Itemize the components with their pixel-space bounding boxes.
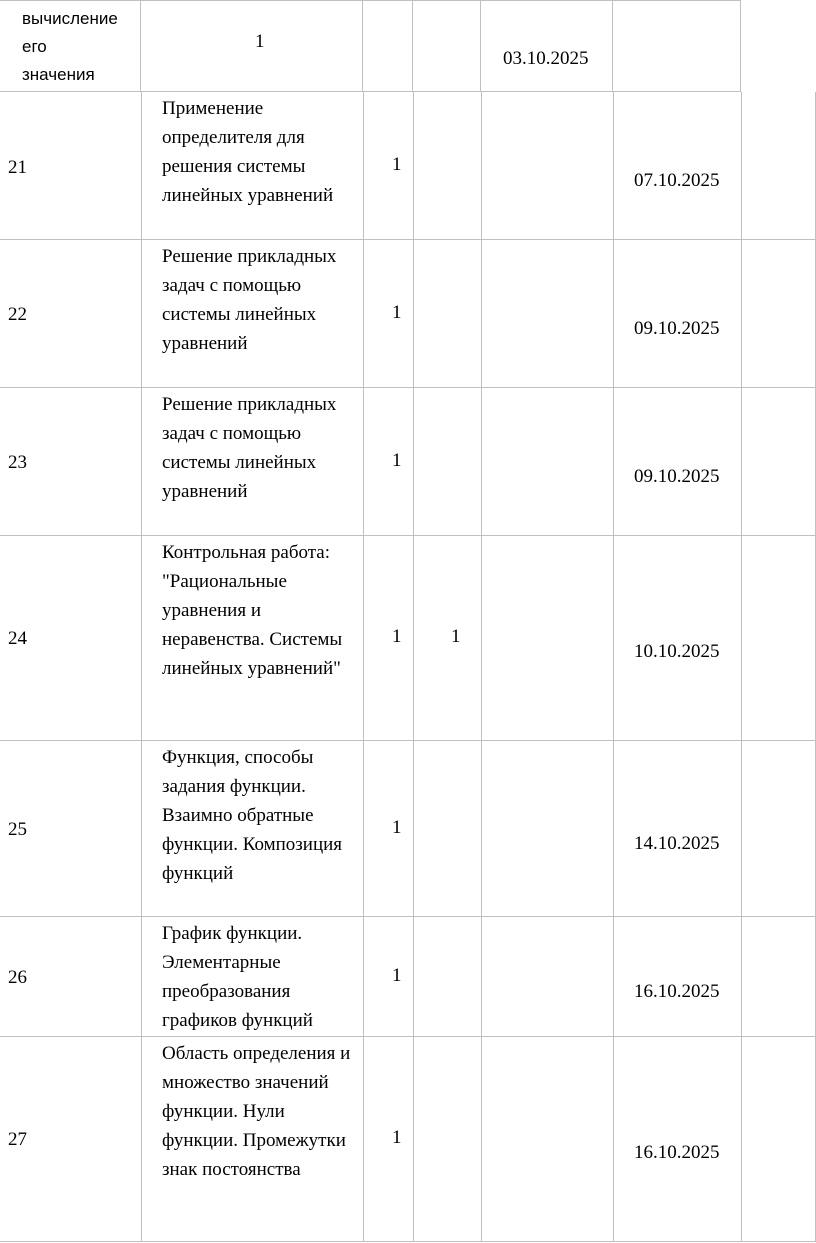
lesson-number: 26 (8, 967, 27, 988)
table-row (0, 917, 816, 1037)
lesson-date: 09.10.2025 (634, 466, 720, 487)
lesson-hours: 1 (392, 1127, 402, 1148)
lesson-date: 16.10.2025 (634, 1142, 720, 1163)
lesson-topic: График функции. Элементарные преобразования графиков функций (162, 923, 313, 1031)
lesson-topic: Решение прикладных задач с помощью системы линейных уравнений (162, 246, 337, 354)
table-row (0, 1037, 816, 1242)
lesson-number: 25 (8, 819, 27, 840)
top-hours-cell (141, 0, 363, 92)
lesson-topic: Применение определителя для решения системы линейных уравнений (162, 98, 334, 206)
lesson-date: 16.10.2025 (634, 981, 720, 1002)
lesson-number: 27 (8, 1129, 27, 1150)
top-empty-cell-1 (363, 0, 413, 92)
table-row (0, 388, 816, 536)
table-row (0, 741, 816, 917)
lesson-date: 14.10.2025 (634, 833, 720, 854)
lesson-number: 24 (8, 628, 27, 649)
lesson-hours: 1 (392, 817, 402, 838)
top-topic-cell (0, 0, 141, 92)
lesson-number: 21 (8, 157, 27, 178)
top-date-cell (481, 0, 613, 92)
top-empty-cell-3 (613, 0, 741, 92)
lesson-topic: Контрольная работа: "Рациональные уравнения и неравенства. Системы линейных уравнений" (162, 542, 343, 679)
lesson-date: 07.10.2025 (634, 170, 720, 191)
lesson-number: 22 (8, 304, 27, 325)
table-row (0, 240, 816, 388)
lesson-topic: Функция, способы задания функции. Взаимно обратные функции. Композиция функций (162, 747, 343, 884)
lesson-topic: Решение прикладных задач с помощью системы линейных уравнений (162, 394, 337, 502)
top-hours-text: 1 (255, 31, 265, 52)
lesson-date: 10.10.2025 (634, 641, 720, 662)
lesson-hours: 1 (392, 450, 402, 471)
lesson-hours: 1 (392, 965, 402, 986)
lesson-control: 1 (451, 626, 461, 647)
table-row (0, 92, 816, 240)
lesson-number: 23 (8, 452, 27, 473)
lesson-hours: 1 (392, 626, 402, 647)
top-empty-cell-2 (413, 0, 481, 92)
table-top-partial-row (0, 0, 816, 92)
top-topic-text: вычисление его значения (22, 9, 118, 84)
lesson-date: 09.10.2025 (634, 318, 720, 339)
lesson-table (0, 92, 816, 1242)
lesson-hours: 1 (392, 302, 402, 323)
top-date-text: 03.10.2025 (503, 48, 589, 69)
lesson-hours: 1 (392, 154, 402, 175)
table-row (0, 536, 816, 741)
lesson-topic: Область определения и множество значений функции. Нули функции. Промежутки знак постоянства (162, 1043, 351, 1180)
